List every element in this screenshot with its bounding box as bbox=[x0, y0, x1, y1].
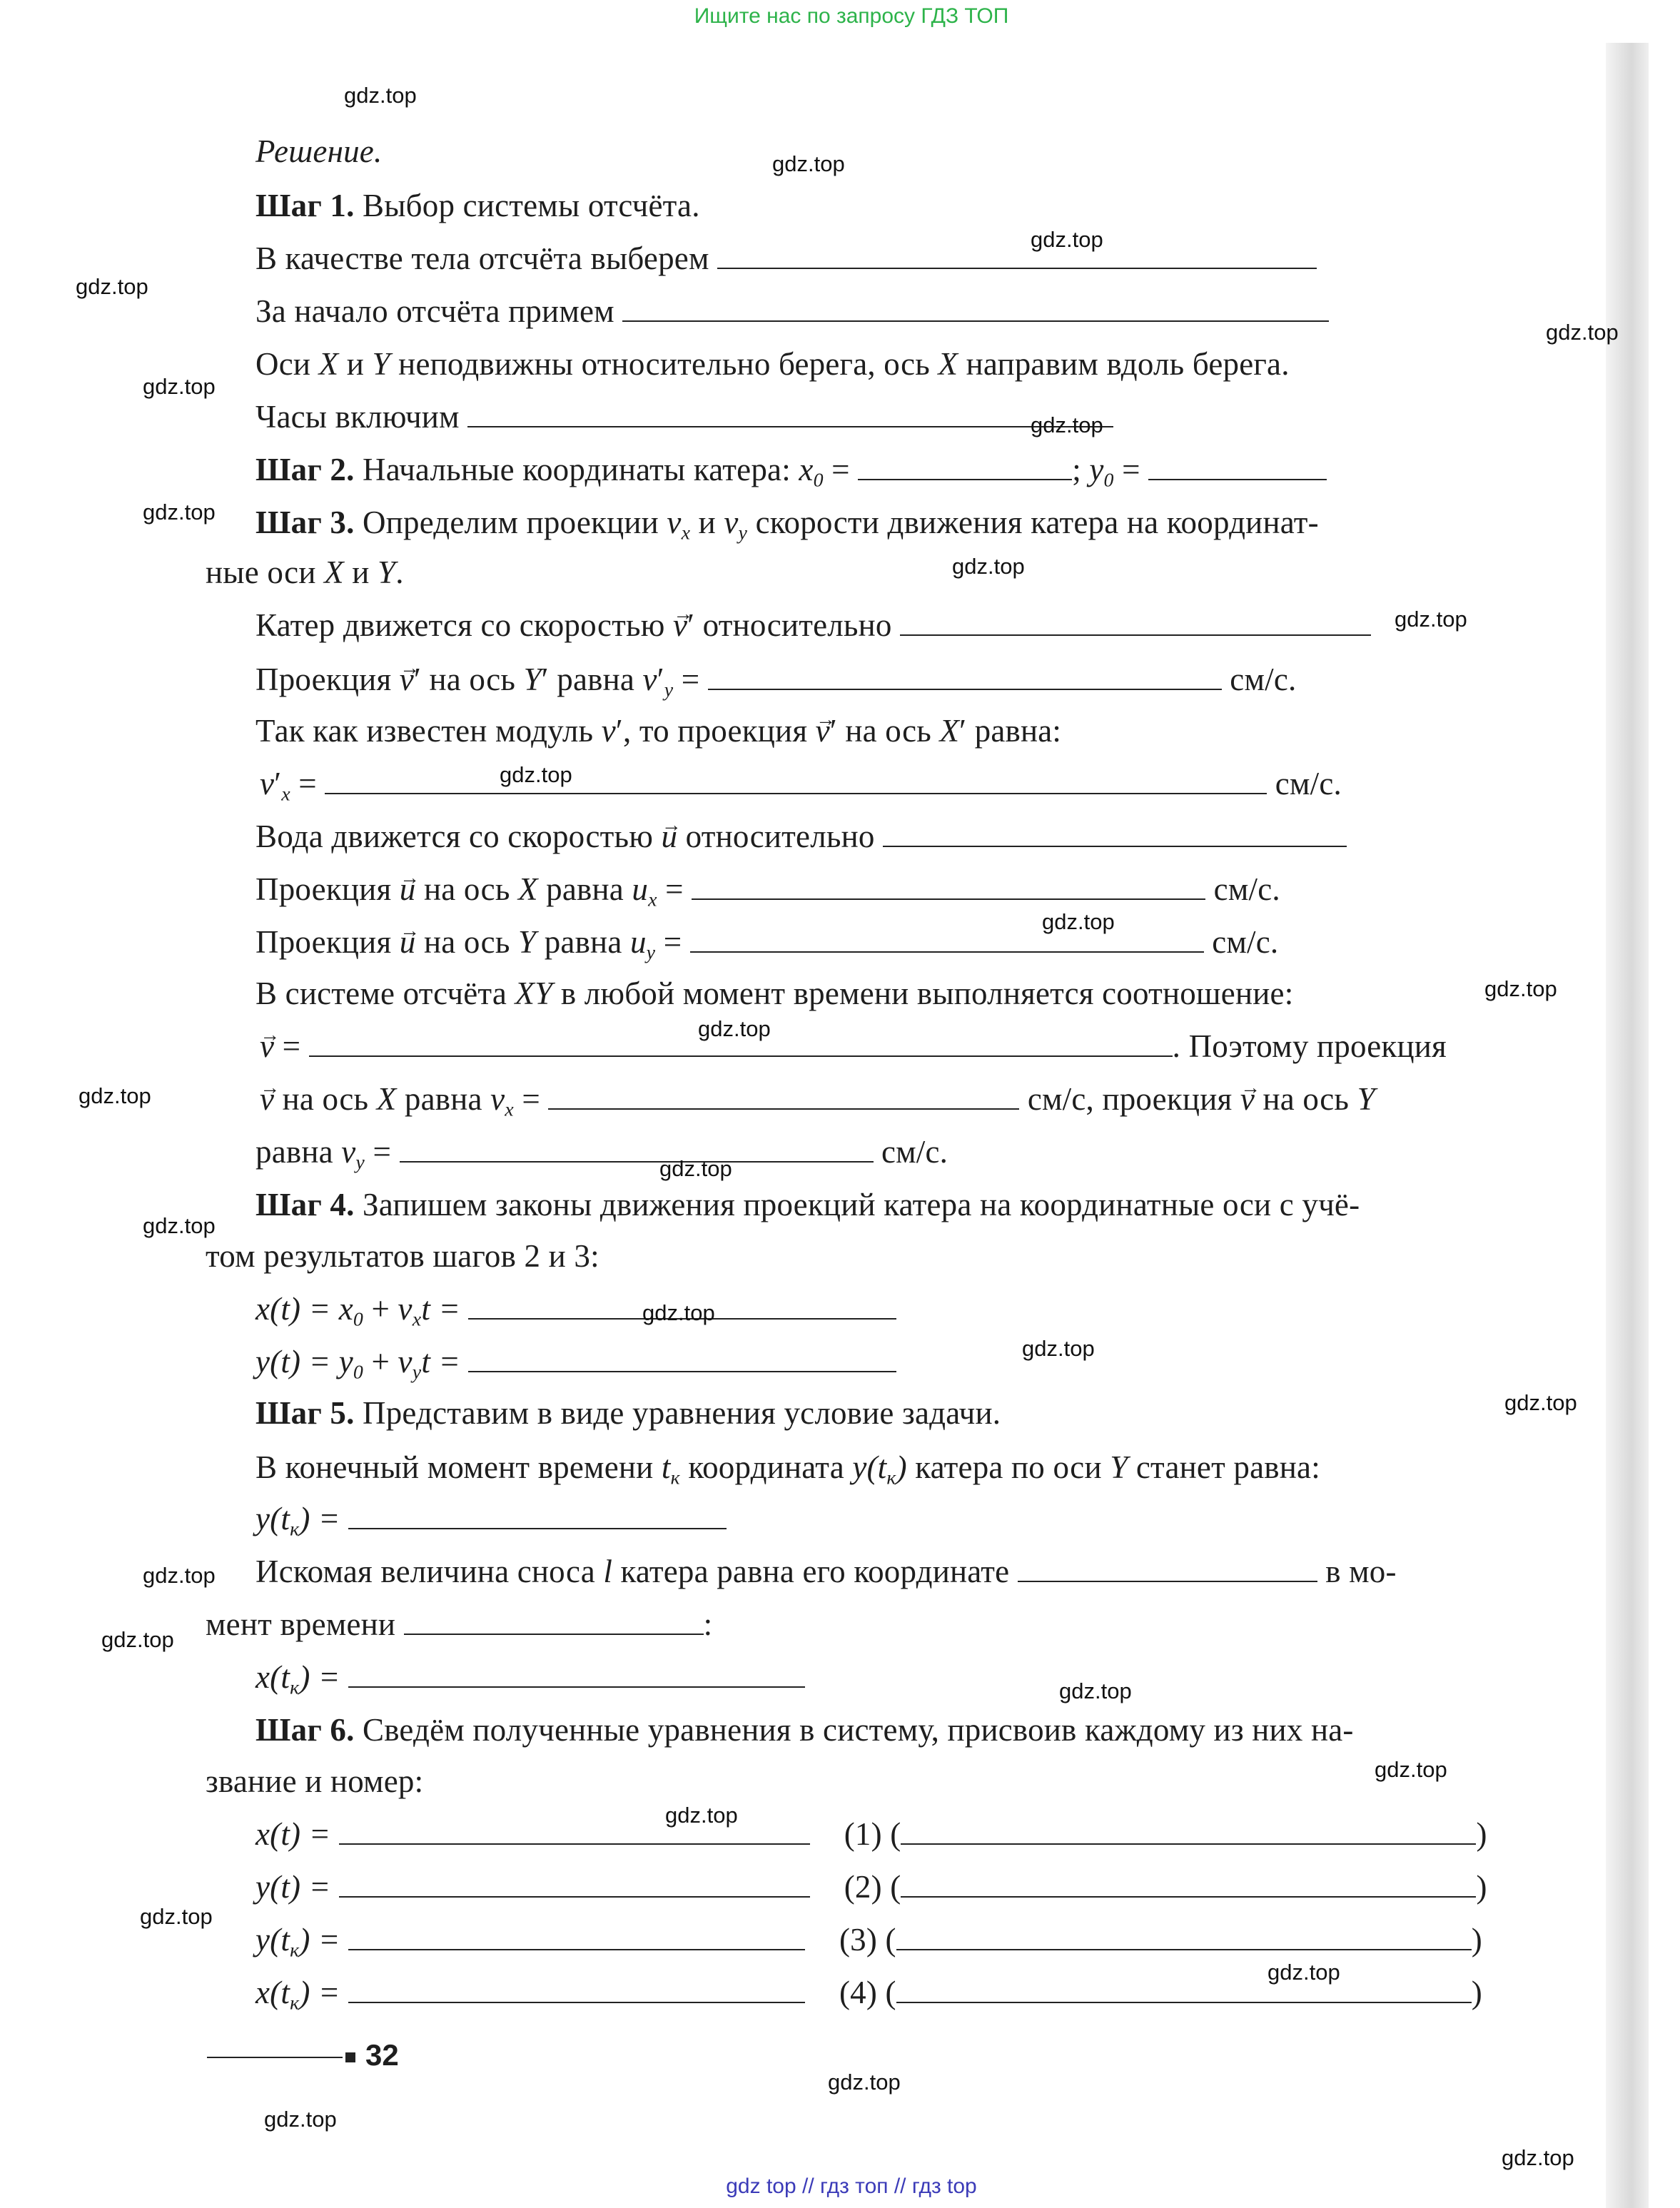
text: В конечный момент времени bbox=[255, 1449, 662, 1485]
subscript: к bbox=[290, 1939, 300, 1962]
text: равна bbox=[548, 662, 643, 697]
subscript: к bbox=[290, 1676, 300, 1699]
subscript: x bbox=[648, 888, 657, 911]
text: направим вдоль берега. bbox=[958, 346, 1290, 382]
watermark: gdz.top bbox=[344, 83, 417, 108]
step2-line bbox=[255, 450, 1327, 500]
text: Катер движется со скоростью bbox=[255, 607, 673, 643]
text: неподвижны относительно берега, ось bbox=[390, 346, 938, 382]
math-expr: t = bbox=[421, 1344, 461, 1379]
footer-rule bbox=[207, 2057, 343, 2058]
subscript: к bbox=[886, 1467, 896, 1489]
math-expr: x(t bbox=[255, 1975, 290, 2010]
vector-u: u → bbox=[400, 922, 416, 962]
watermark: gdz.top bbox=[665, 1803, 738, 1828]
step-label: Шаг 5. bbox=[255, 1395, 355, 1431]
math-var: u bbox=[629, 924, 647, 960]
math-var: X bbox=[939, 713, 960, 749]
math-var: Y bbox=[372, 346, 390, 382]
subscript: x bbox=[281, 783, 290, 806]
watermark: gdz.top bbox=[1042, 909, 1115, 934]
text: Начальные координаты катера: bbox=[363, 452, 799, 487]
final-time-line bbox=[255, 1447, 1320, 1498]
watermark: gdz.top bbox=[500, 762, 572, 787]
text: равна bbox=[255, 1134, 342, 1170]
watermark: gdz.top bbox=[264, 2107, 337, 2132]
subscript: к bbox=[670, 1467, 680, 1489]
subscript: y bbox=[738, 522, 748, 545]
text: = bbox=[823, 452, 859, 487]
text: на ось bbox=[415, 924, 519, 960]
text: ) = bbox=[299, 1501, 340, 1536]
known-modulus-line bbox=[255, 711, 1061, 751]
math-var: X bbox=[518, 871, 538, 907]
text: = bbox=[1113, 452, 1149, 487]
vx-line bbox=[260, 1079, 1375, 1130]
text: в мо- bbox=[1317, 1554, 1397, 1589]
watermark: gdz.top bbox=[1022, 1336, 1095, 1361]
text: станет равна: bbox=[1128, 1449, 1320, 1485]
unit: см/с. bbox=[1212, 924, 1279, 960]
math-var: y bbox=[1089, 452, 1104, 487]
step-label: Шаг 6. bbox=[255, 1712, 355, 1748]
text: Оси bbox=[255, 346, 319, 382]
subscript: y bbox=[355, 1151, 365, 1174]
text: в любой момент времени выполняется соотношение: bbox=[552, 976, 1294, 1011]
text: = bbox=[274, 1028, 309, 1064]
text: на ось bbox=[836, 713, 940, 749]
text: относительно bbox=[694, 607, 901, 643]
watermark: gdz.top bbox=[952, 554, 1025, 579]
text: = bbox=[290, 766, 325, 801]
step-label: Шаг 2. bbox=[255, 452, 355, 487]
text: Определим проекции bbox=[363, 505, 667, 540]
vector-v: v → bbox=[260, 1079, 274, 1119]
watermark: gdz.top bbox=[698, 1016, 771, 1041]
watermark: gdz.top bbox=[1031, 412, 1103, 437]
answer-blank[interactable] bbox=[348, 1665, 805, 1688]
footer-links[interactable]: gdz top // гдз топ // гдз top bbox=[726, 2174, 977, 2198]
text: равна bbox=[536, 924, 630, 960]
text: Вода движется со скоростью bbox=[255, 819, 662, 854]
ytk-line bbox=[255, 1499, 727, 1549]
watermark: gdz.top bbox=[1059, 1678, 1132, 1703]
text: + bbox=[363, 1291, 398, 1327]
math-var: x bbox=[799, 452, 814, 487]
step-label: Шаг 1. bbox=[255, 188, 355, 223]
prime: ′ bbox=[541, 662, 549, 697]
text: на ось bbox=[274, 1081, 377, 1117]
prime: ′ bbox=[687, 607, 695, 643]
answer-blank[interactable] bbox=[622, 299, 1329, 322]
text: равна: bbox=[966, 713, 1062, 749]
subscript: y bbox=[646, 941, 656, 964]
unit: см/с. bbox=[1230, 662, 1297, 697]
watermark: gdz.top bbox=[1395, 607, 1467, 632]
page-number: 32 bbox=[365, 2038, 399, 2072]
text: Запишем законы движения проекций катера на координатные оси с учё- bbox=[363, 1187, 1360, 1222]
text: см/с, проекция bbox=[1027, 1081, 1240, 1117]
step-text: Выбор системы отсчёта. bbox=[363, 188, 700, 223]
watermark: gdz.top bbox=[143, 374, 216, 399]
text: и bbox=[338, 346, 373, 382]
watermark: gdz.top bbox=[143, 500, 216, 525]
answer-blank[interactable] bbox=[717, 246, 1317, 269]
text: Проекция bbox=[255, 871, 400, 907]
square-marker-icon bbox=[345, 2052, 355, 2062]
math-var: v bbox=[260, 766, 275, 801]
prime: ′ bbox=[413, 662, 422, 697]
text: Так как известен модуль bbox=[255, 713, 602, 749]
subscript: y bbox=[664, 679, 674, 702]
math-expr: y(t bbox=[852, 1449, 887, 1485]
math-var: v bbox=[724, 505, 739, 540]
answer-blank[interactable] bbox=[339, 1822, 810, 1845]
text: на ось bbox=[421, 662, 524, 697]
equation-number: (2) ( bbox=[844, 1869, 901, 1905]
x0-blank[interactable] bbox=[858, 457, 1072, 480]
watermark: gdz.top bbox=[659, 1156, 732, 1181]
text: ) bbox=[1476, 1869, 1487, 1905]
step6-title bbox=[255, 1710, 1354, 1750]
relation-line bbox=[255, 973, 1293, 1013]
step5-title bbox=[255, 1393, 1001, 1433]
math-var: t bbox=[661, 1449, 671, 1485]
watermark: gdz.top bbox=[143, 1563, 216, 1588]
math-var: u bbox=[632, 871, 649, 907]
step1-title bbox=[255, 186, 700, 226]
text: на ось bbox=[415, 871, 519, 907]
math-var: Y bbox=[1357, 1081, 1375, 1117]
boat-velocity-line bbox=[255, 605, 1371, 645]
watermark: gdz.top bbox=[642, 1300, 715, 1325]
watermark: gdz.top bbox=[772, 151, 845, 176]
text: = bbox=[657, 871, 692, 907]
math-expr: y(t) = y bbox=[255, 1344, 353, 1379]
math-var: X bbox=[318, 346, 339, 382]
math-var: v bbox=[642, 662, 657, 697]
subscript: x bbox=[412, 1308, 422, 1331]
text: ) bbox=[1476, 1816, 1487, 1852]
prime: ′ bbox=[959, 713, 967, 749]
watermark: gdz.top bbox=[1031, 227, 1103, 252]
text: Проекция bbox=[255, 924, 400, 960]
proj-uy-line bbox=[255, 922, 1278, 973]
text: . Поэтому проекция bbox=[1172, 1028, 1447, 1064]
watermark: gdz.top bbox=[1267, 1960, 1340, 1985]
water-velocity-line bbox=[255, 816, 1347, 856]
vector-u: u → bbox=[400, 869, 416, 909]
math-var: X bbox=[376, 1081, 397, 1117]
math-var: Y bbox=[523, 662, 542, 697]
watermark: gdz.top bbox=[1484, 976, 1557, 1001]
unit: см/с. bbox=[1213, 871, 1280, 907]
answer-blank[interactable] bbox=[690, 930, 1204, 953]
math-var: v bbox=[398, 1291, 413, 1327]
watermark: gdz.top bbox=[1504, 1390, 1577, 1415]
math-var: v bbox=[667, 505, 682, 540]
system-row-1 bbox=[255, 1814, 1487, 1854]
vector-v: v → bbox=[1240, 1079, 1255, 1119]
drift-line bbox=[255, 1551, 1397, 1591]
subscript: к bbox=[290, 1992, 300, 2015]
equation-name-blank[interactable] bbox=[896, 1980, 1472, 2003]
vy-line bbox=[255, 1132, 948, 1183]
answer-blank[interactable] bbox=[348, 1980, 805, 2003]
math-var: Y bbox=[518, 924, 537, 960]
subscript: y bbox=[412, 1361, 422, 1384]
text: = bbox=[673, 662, 708, 697]
step4-title bbox=[255, 1185, 1360, 1225]
yt-line bbox=[255, 1342, 896, 1392]
answer-blank[interactable] bbox=[467, 405, 1113, 427]
math-var: Y bbox=[1110, 1449, 1128, 1485]
answer-blank[interactable] bbox=[1018, 1559, 1317, 1582]
text: Проекция bbox=[255, 662, 400, 697]
answer-blank[interactable] bbox=[692, 877, 1205, 900]
math-expr: t = bbox=[421, 1291, 461, 1327]
text: Искомая величина сноса bbox=[255, 1554, 604, 1589]
math-var: v bbox=[341, 1134, 356, 1170]
answer-blank[interactable] bbox=[325, 771, 1267, 794]
text: = bbox=[655, 924, 690, 960]
watermark: gdz.top bbox=[143, 1213, 216, 1238]
xt-line bbox=[255, 1289, 896, 1340]
text: = bbox=[513, 1081, 549, 1117]
text: ) bbox=[1471, 1922, 1482, 1958]
answer-blank[interactable] bbox=[548, 1087, 1019, 1110]
vector-v: v → bbox=[816, 711, 830, 751]
text: ные оси bbox=[206, 554, 325, 590]
equation-name-blank[interactable] bbox=[901, 1822, 1476, 1845]
drift-line-cont bbox=[206, 1604, 712, 1644]
text: катера равна его координате bbox=[612, 1554, 1018, 1589]
prime: ′ bbox=[829, 713, 837, 749]
text: и bbox=[343, 554, 378, 590]
prime: ′ bbox=[657, 662, 664, 697]
page-edge-shadow bbox=[1606, 43, 1649, 2208]
watermark: gdz.top bbox=[76, 274, 148, 299]
step3-title-cont bbox=[206, 552, 404, 592]
math-expr: x(t bbox=[255, 1659, 290, 1695]
text: ) = bbox=[299, 1975, 340, 2010]
math-var: v bbox=[601, 713, 616, 749]
answer-blank[interactable] bbox=[708, 667, 1222, 690]
text: скорости движения катера на координат- bbox=[747, 505, 1319, 540]
math-expr: y(t bbox=[255, 1501, 290, 1536]
equation-name-blank[interactable] bbox=[896, 1928, 1472, 1950]
step4-title-cont: том результатов шагов 2 и 3: bbox=[206, 1238, 599, 1274]
subscript: 0 bbox=[353, 1308, 364, 1331]
step1-line3 bbox=[255, 344, 1290, 384]
answer-blank[interactable] bbox=[900, 613, 1371, 636]
vx-prime-line bbox=[260, 764, 1342, 814]
vector-u: u → bbox=[662, 816, 678, 856]
text: на ось bbox=[1255, 1081, 1357, 1117]
text: Представим в виде уравнения условие задачи. bbox=[363, 1395, 1001, 1431]
watermark: gdz.top bbox=[1502, 2145, 1574, 2170]
search-banner[interactable]: Ищите нас по запросу ГДЗ ТОП bbox=[694, 4, 1009, 28]
watermark: gdz.top bbox=[1375, 1757, 1447, 1782]
text: = bbox=[365, 1134, 400, 1170]
text: равна bbox=[537, 871, 632, 907]
step6-title-cont: звание и номер: bbox=[206, 1763, 424, 1799]
text: В качестве тела отсчёта выберем bbox=[255, 240, 709, 276]
vector-v: v → bbox=[260, 1026, 274, 1066]
y0-blank[interactable] bbox=[1148, 457, 1327, 480]
step-label: Шаг 3. bbox=[255, 505, 355, 540]
text: , то проекция bbox=[622, 713, 816, 749]
equation-name-blank[interactable] bbox=[901, 1875, 1476, 1898]
step1-line2 bbox=[255, 291, 1329, 331]
subscript: 0 bbox=[813, 469, 824, 492]
text: За начало отсчёта примем bbox=[255, 293, 614, 329]
text: относительно bbox=[677, 819, 884, 854]
v-sum-line bbox=[260, 1026, 1447, 1066]
watermark: gdz.top bbox=[79, 1083, 151, 1108]
vector-v: v → bbox=[400, 659, 414, 699]
step3-title bbox=[255, 502, 1319, 553]
math-expr: y(t) = bbox=[255, 1869, 331, 1905]
text: катера по оси bbox=[906, 1449, 1110, 1485]
math-var: v bbox=[398, 1344, 413, 1379]
text: ) bbox=[896, 1449, 907, 1485]
subscript: 0 bbox=[1103, 469, 1114, 492]
subscript: 0 bbox=[353, 1361, 364, 1384]
vector-v: v → bbox=[673, 605, 687, 645]
math-expr: y(t bbox=[255, 1922, 290, 1958]
text: Часы включим bbox=[255, 399, 460, 435]
answer-blank[interactable] bbox=[339, 1875, 810, 1898]
subscript: к bbox=[290, 1518, 300, 1541]
watermark: gdz.top bbox=[828, 2070, 901, 2095]
prime: ′ bbox=[274, 766, 282, 801]
math-expr: x(t) = bbox=[255, 1816, 331, 1852]
step1-line4 bbox=[255, 397, 1113, 437]
system-row-2 bbox=[255, 1867, 1487, 1907]
equation-number: (1) ( bbox=[844, 1816, 901, 1852]
equation-number: (4) ( bbox=[839, 1975, 896, 2010]
answer-blank[interactable] bbox=[400, 1140, 874, 1163]
answer-blank[interactable] bbox=[404, 1612, 704, 1635]
text: В системе отсчёта bbox=[255, 976, 515, 1011]
math-var: l bbox=[603, 1554, 613, 1589]
answer-blank[interactable] bbox=[468, 1349, 896, 1372]
text: и bbox=[690, 505, 724, 540]
answer-blank[interactable] bbox=[883, 824, 1347, 847]
watermark: gdz.top bbox=[101, 1627, 174, 1652]
text: ) = bbox=[299, 1922, 340, 1958]
equation-number: (3) ( bbox=[839, 1922, 896, 1958]
answer-blank[interactable] bbox=[348, 1928, 805, 1950]
step-label: Шаг 4. bbox=[255, 1187, 355, 1222]
text: ) = bbox=[299, 1659, 340, 1695]
math-expr: x(t) = x bbox=[255, 1291, 353, 1327]
watermark: gdz.top bbox=[140, 1904, 213, 1929]
unit: см/с. bbox=[881, 1134, 948, 1170]
text: ) bbox=[1471, 1975, 1482, 2010]
text: равна bbox=[396, 1081, 491, 1117]
subscript: x bbox=[505, 1098, 514, 1121]
unit: см/с. bbox=[1275, 766, 1342, 801]
text: Сведём полученные уравнения в систему, присвоив каждому из них на- bbox=[363, 1712, 1354, 1748]
text: . bbox=[395, 554, 404, 590]
math-var: Y bbox=[377, 554, 396, 590]
text: координата bbox=[679, 1449, 853, 1485]
math-var: X bbox=[938, 346, 958, 382]
xtk-line bbox=[255, 1657, 805, 1708]
proj-vy-prime-line bbox=[255, 659, 1296, 710]
answer-blank[interactable] bbox=[348, 1506, 727, 1529]
math-var: X bbox=[324, 554, 344, 590]
math-var: v bbox=[490, 1081, 505, 1117]
step1-line1 bbox=[255, 238, 1317, 278]
solution-label: Решение. bbox=[255, 133, 383, 169]
math-var: XY bbox=[515, 976, 553, 1011]
watermark: gdz.top bbox=[1546, 320, 1619, 345]
page-number-block bbox=[207, 2038, 399, 2072]
text: ; bbox=[1072, 452, 1090, 487]
text: мент времени bbox=[206, 1606, 404, 1642]
subscript: x bbox=[681, 522, 691, 545]
prime: ′ bbox=[615, 713, 623, 749]
text: + bbox=[363, 1344, 398, 1379]
text: : bbox=[703, 1606, 713, 1642]
